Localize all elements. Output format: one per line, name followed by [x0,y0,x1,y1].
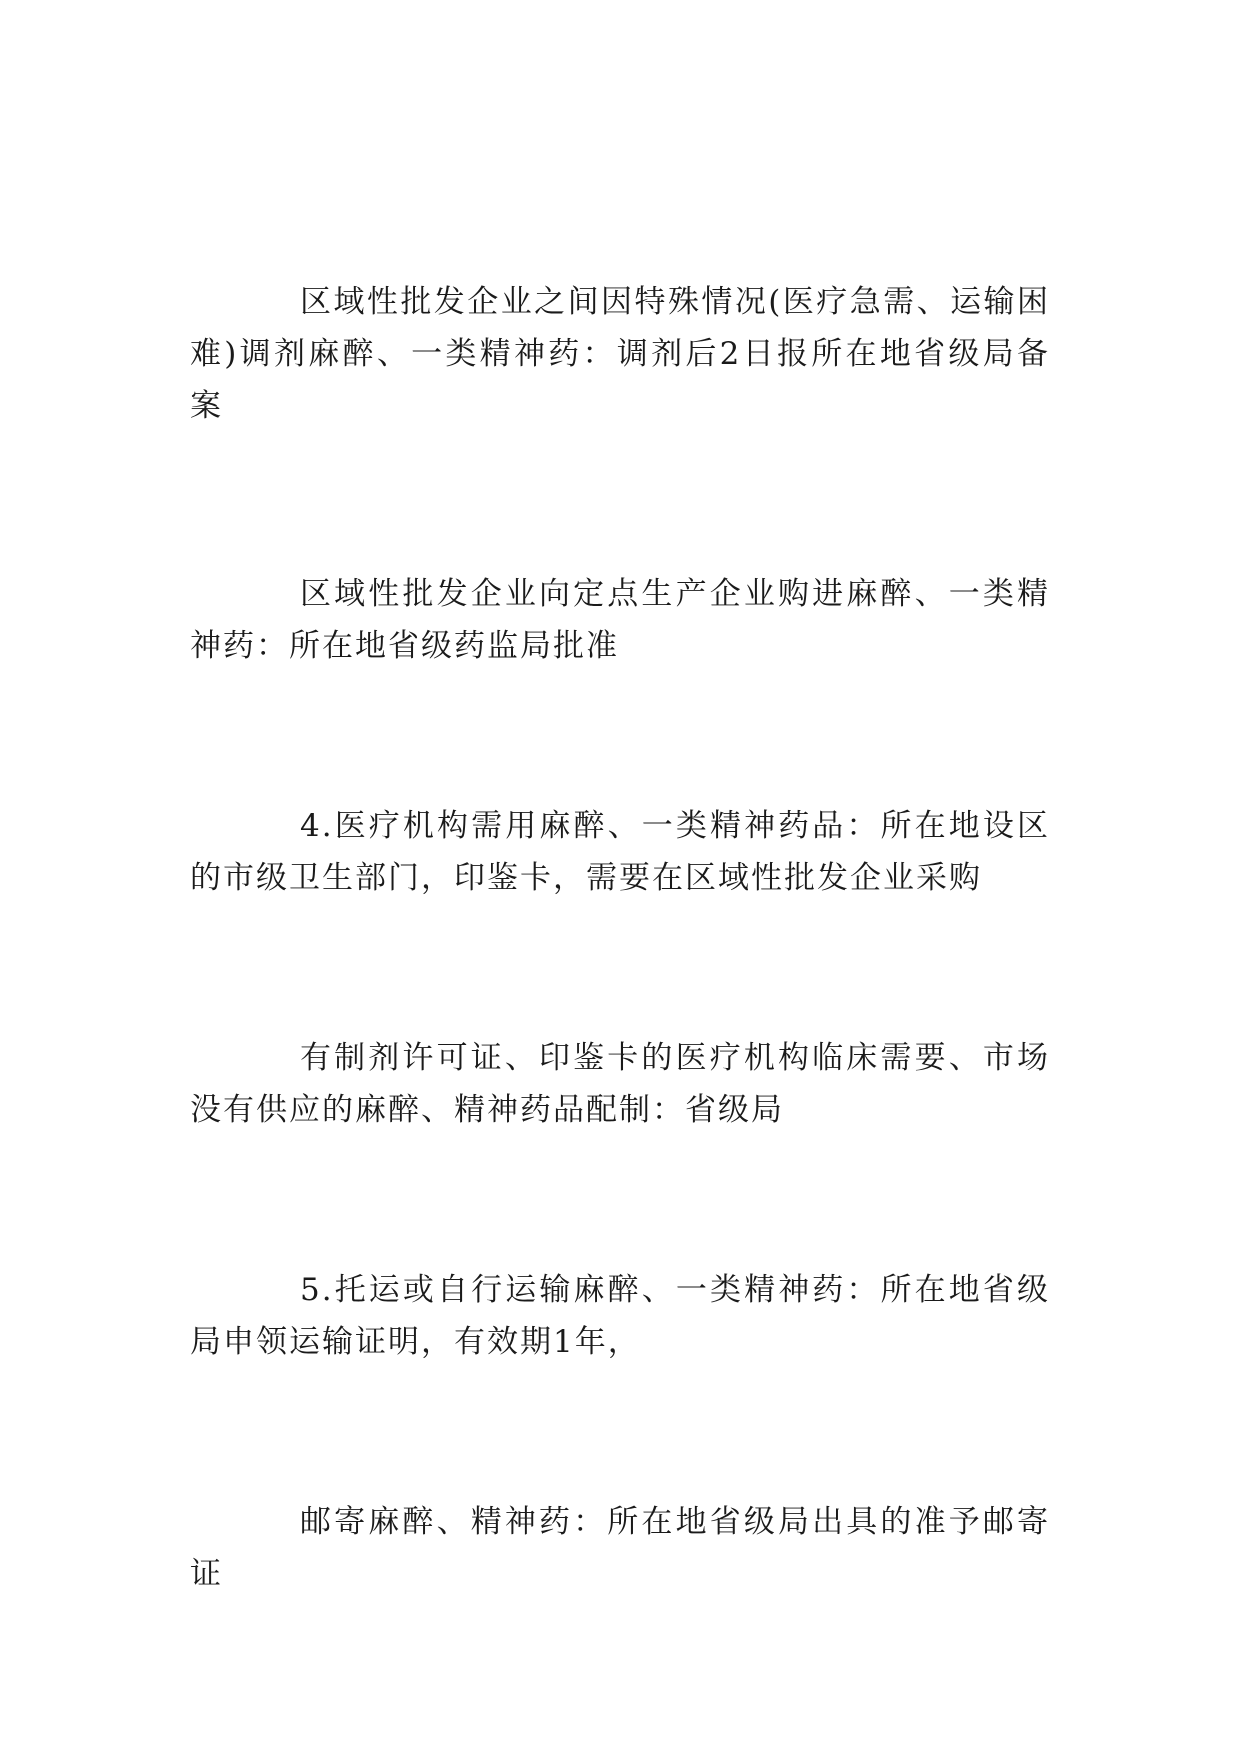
paragraph-regional-wholesale-transfer: 区域性批发企业之间因特殊情况(医疗急需、运输困难)调剂麻醉、一类精神药：调剂后2日报所在地省级局备案 [190,284,1050,424]
paragraph-preparation-license: 有制剂许可证、印鉴卡的医疗机构临床需要、市场没有供应的麻醉、精神药品配制：省级局 [190,1040,1050,1128]
paragraph-medical-institution-need: 4.医疗机构需用麻醉、一类精神药品：所在地设区的市级卫生部门，印鉴卡，需要在区域性批发企业采购 [190,808,1050,896]
paragraph-mailing: 邮寄麻醉、精神药：所在地省级局出具的准予邮寄证 [190,1504,1050,1592]
paragraph-regional-wholesale-purchase: 区域性批发企业向定点生产企业购进麻醉、一类精神药：所在地省级药监局批准 [190,576,1050,664]
paragraph-transport: 5.托运或自行运输麻醉、一类精神药：所在地省级局申领运输证明，有效期1年， [190,1272,1050,1360]
